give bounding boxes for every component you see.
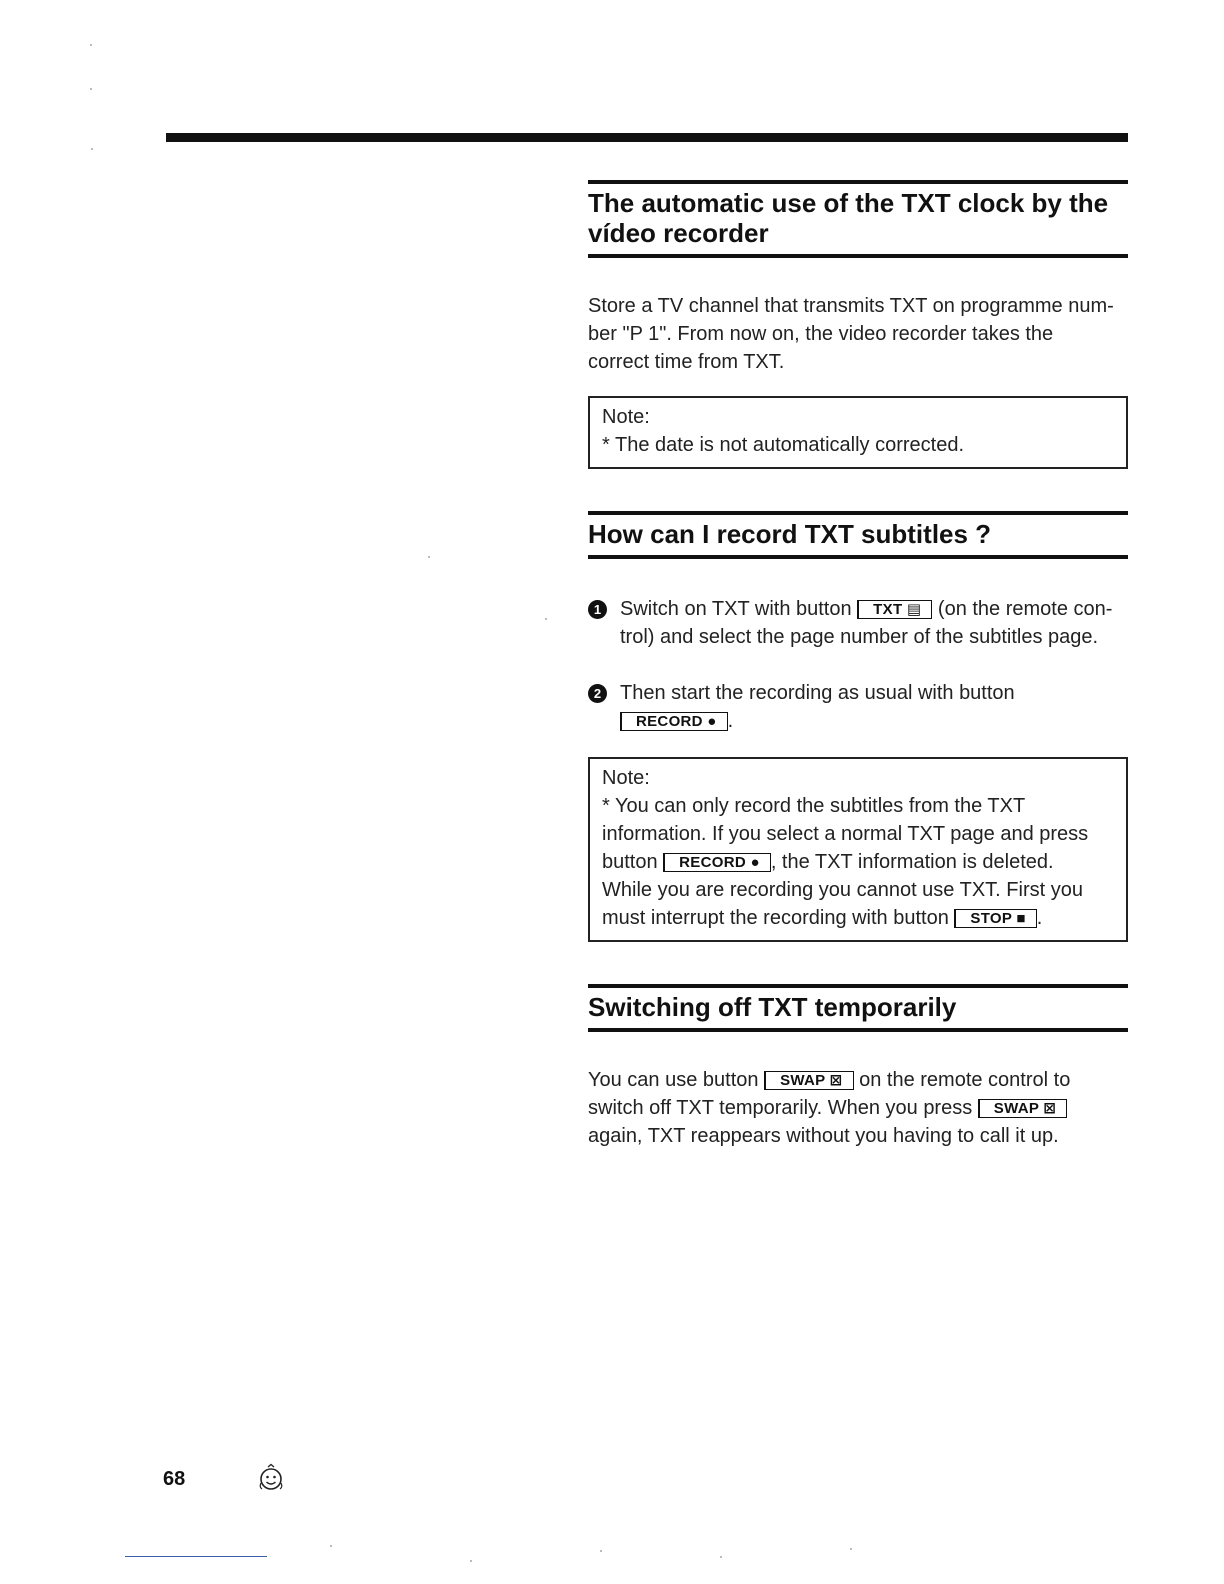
note-text: * The date is not automatically corrected.: [602, 434, 965, 456]
step-text: Then start the recording as usual with button: [620, 682, 1015, 704]
body-text: on the remote control to: [859, 1069, 1071, 1091]
scan-speck: [330, 1545, 332, 1547]
note-text: , the TXT information is deleted.: [770, 851, 1054, 873]
switch-off-body: [588, 1066, 1128, 1150]
page-number: 68: [163, 1468, 186, 1490]
note-text: information. If you select a normal TXT page and press: [602, 823, 1089, 845]
note-title: Note:: [602, 406, 650, 428]
top-rule: [166, 133, 1128, 142]
txt-clock-body: [588, 292, 1128, 376]
body-line: Store a TV channel that transmits TXT on programme num-: [588, 295, 1114, 317]
note-text: button: [602, 851, 658, 873]
record-button-key: RECORD ●: [663, 853, 771, 872]
heading-record-subtitles: How can I record TXT subtitles ?: [588, 519, 992, 549]
step-1: [588, 595, 1128, 651]
heading-switch-off: Switching off TXT temporarily: [588, 992, 957, 1022]
scan-speck: [428, 556, 430, 558]
scan-speck: [90, 44, 92, 46]
step-number-2-icon: 2: [588, 684, 607, 703]
scan-speck: [600, 1550, 602, 1552]
step-text: .: [727, 710, 734, 732]
txt-button-key: TXT ▤: [857, 600, 932, 619]
note-box-subtitles: [588, 757, 1128, 942]
bottom-link-line: [125, 1556, 267, 1557]
section-heading-switch-off: [588, 984, 1128, 1032]
smiley-face-icon: [256, 1463, 286, 1493]
body-text: You can use button: [588, 1069, 759, 1091]
note-box-date: [588, 396, 1128, 469]
scan-speck: [90, 88, 92, 90]
note-text: * You can only record the subtitles from the TXT: [602, 795, 1026, 817]
step-2: [588, 679, 1128, 735]
body-line: correct time from TXT.: [588, 351, 785, 373]
step-text: (on the remote con-: [937, 598, 1113, 620]
step-text: Switch on TXT with button: [620, 598, 852, 620]
scan-speck: [850, 1548, 852, 1550]
heading-line-2: vídeo recorder: [588, 218, 769, 248]
record-button-key: RECORD ●: [620, 712, 728, 731]
scan-speck: [545, 618, 547, 620]
step-text: trol) and select the page number of the subtitles page.: [620, 626, 1099, 648]
scan-speck: [720, 1556, 722, 1558]
swap-button-key: SWAP ⊠: [764, 1071, 853, 1090]
heading-line-1: The automatic use of the TXT clock by the: [588, 188, 1109, 218]
step-number-1-icon: 1: [588, 600, 607, 619]
body-text: again, TXT reappears without you having to call it up.: [588, 1125, 1059, 1147]
heading-txt-clock: [588, 188, 1128, 248]
note-title: Note:: [602, 767, 650, 789]
scan-speck: [470, 1560, 472, 1562]
note-text: .: [1036, 907, 1043, 929]
section-heading-record-subtitles: [588, 511, 1128, 559]
body-line: ber "P 1". From now on, the video recorder takes the: [588, 323, 1054, 345]
note-text: While you are recording you cannot use TXT. First you: [602, 879, 1083, 901]
body-text: switch off TXT temporarily. When you press: [588, 1097, 973, 1119]
swap-button-key: SWAP ⊠: [978, 1099, 1067, 1118]
content-column: [588, 180, 1128, 1150]
scan-speck: [91, 148, 93, 150]
note-text: must interrupt the recording with button: [602, 907, 949, 929]
section-heading-txt-clock: [588, 180, 1128, 258]
stop-button-key: STOP ■: [954, 909, 1036, 928]
